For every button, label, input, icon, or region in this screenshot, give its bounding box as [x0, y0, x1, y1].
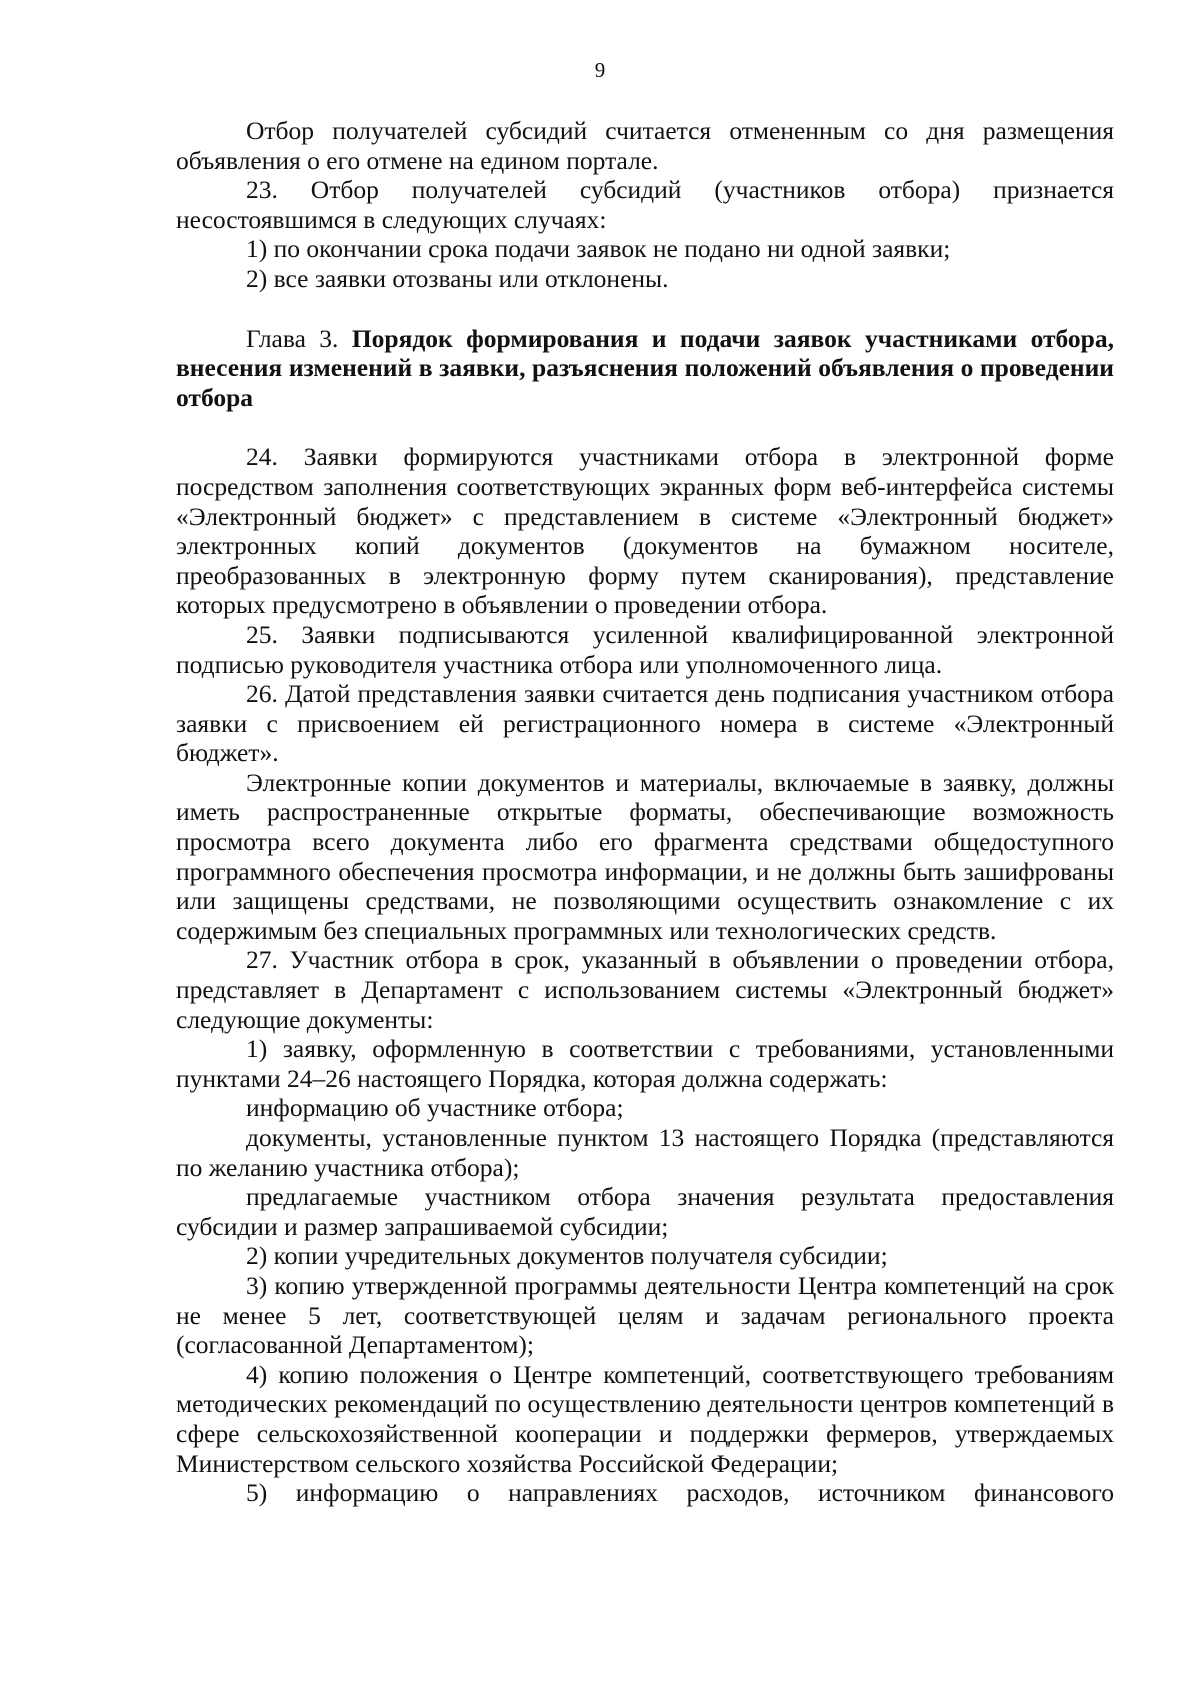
document-body: [176, 116, 1114, 1508]
list-item: 2) все заявки отозваны или отклонены.: [246, 263, 669, 293]
spacer: [176, 412, 1114, 442]
page-number: 9: [594, 58, 606, 82]
chapter-heading: [176, 324, 1114, 413]
list-item: 4) копию положения о Центре компетенций, соответствующего требованиям методических рекомендаций по осуществлению деятельности центров компетенций в сфере сельскохозяйственной кооперации и поддержки фермеров, утверждаемых Министерством сельского хозяйства Российской Федерации;: [176, 1359, 1114, 1478]
paragraph-item-25: 25. Заявки подписываются усиленной квалифицированной электронной подписью руководителя участника отбора или уполномоченного лица.: [176, 619, 1114, 679]
list-subitem: документы, установленные пунктом 13 настоящего Порядка (представляются по желанию участника отбора);: [176, 1123, 1114, 1182]
paragraph-item-24: 24. Заявки формируются участниками отбора в электронной форме посредством заполнения соответствующих экранных форм веб-интерфейса системы «Электронный бюджет» с представлением в системе «Электронный бюджет» электронных копий документов (документов на бумажном носителе, преобразованных в электронную форму путем сканирования), представление которых предусмотрено в объявлении о проведении отбора.: [176, 442, 1114, 620]
paragraph-item-23: 23. Отбор получателей субсидий (участников отбора) признается несостоявшимся в следующих случаях:: [176, 175, 1114, 234]
chapter-title: Порядок формирования и подачи заявок участниками отбора, внесения изменений в заявки, разъяснения положений объявления о проведении отбора: [176, 323, 1114, 412]
list-item: 2) копии учредительных документов получателя субсидии;: [246, 1241, 888, 1271]
paragraph: Электронные копии документов и материалы, включаемые в заявку, должны иметь распространенные открытые форматы, обеспечивающие возможность просмотра всего документа либо его фрагмента средствами общедоступного программного обеспечения просмотра информации, и не должны быть зашифрованы или защищены средствами, не позволяющими осуществить ознакомление с их содержимым без специальных программных или технологических средств.: [176, 767, 1114, 945]
chapter-prefix: Глава 3.: [246, 323, 352, 353]
list-item: 3) копию утвержденной программы деятельности Центра компетенций на срок не менее 5 лет, соответствующей целям и задачам регионального проекта (согласованной Департаментом);: [176, 1270, 1114, 1360]
list-item: 1) заявку, оформленную в соответствии с требованиями, установленными пунктами 24–26 настоящего Порядка, которая должна содержать:: [176, 1034, 1114, 1093]
list-subitem: предлагаемые участником отбора значения результата предоставления субсидии и размер запрашиваемой субсидии;: [176, 1182, 1114, 1241]
spacer: [176, 294, 1114, 324]
list-subitem: информацию об участнике отбора;: [246, 1093, 624, 1123]
list-item: 5) информацию о направлениях расходов, источником финансового: [246, 1478, 1114, 1508]
paragraph-item-26: 26. Датой представления заявки считается день подписания участником отбора заявки с присвоением ей регистрационного номера в системе «Электронный бюджет».: [176, 679, 1114, 768]
paragraph: Отбор получателей субсидий считается отмененным со дня размещения объявления о его отмене на едином портале.: [176, 116, 1114, 175]
list-item: 1) по окончании срока подачи заявок не подано ни одной заявки;: [246, 234, 951, 264]
paragraph-item-27: 27. Участник отбора в срок, указанный в объявлении о проведении отбора, представляет в Департамент с использованием системы «Электронный бюджет» следующие документы:: [176, 945, 1114, 1034]
